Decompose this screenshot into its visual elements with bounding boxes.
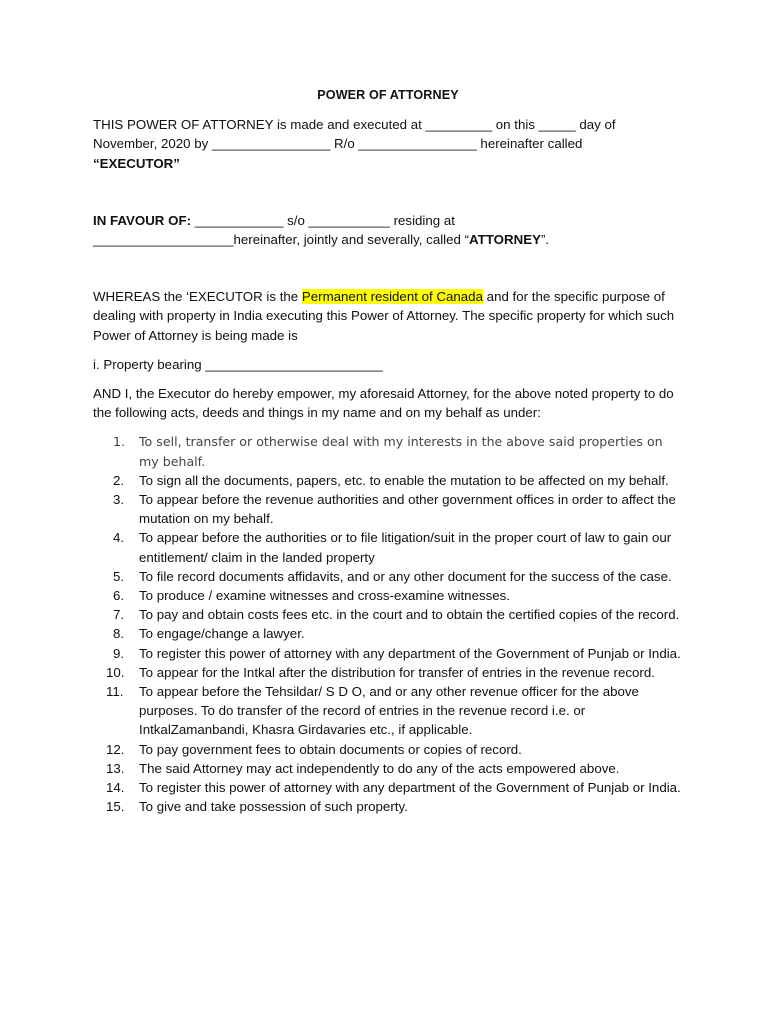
list-item-text: To appear before the authorities or to file litigation/suit in the proper court of law to gain our entitlement/ claim in the landed property bbox=[139, 530, 672, 565]
list-item-text: To pay government fees to obtain documents or copies of record. bbox=[139, 741, 522, 757]
list-item bbox=[93, 644, 683, 663]
list-item-text: To appear before the revenue authorities and other government offices in order to affect the mutation on my behalf. bbox=[139, 492, 676, 527]
property-line: i. Property bearing ________________________ bbox=[93, 356, 383, 372]
list-item bbox=[93, 663, 683, 682]
list-item bbox=[93, 624, 683, 643]
favour-line-1: ____________ s/o ___________ residing at bbox=[191, 212, 455, 228]
list-item-text: To pay and obtain costs fees etc. in the court and to obtain the certified copies of the record. bbox=[139, 607, 680, 623]
list-item-number: 2. bbox=[113, 472, 125, 488]
list-item-text: To sell, transfer or otherwise deal with my interests in the above said properties on my behalf. bbox=[139, 434, 663, 469]
list-item bbox=[93, 797, 683, 816]
favour-paragraph bbox=[93, 211, 683, 249]
whereas-text-start: WHEREAS the ‘EXECUTOR is the bbox=[93, 289, 302, 305]
intro-paragraph bbox=[93, 115, 683, 173]
empower-paragraph: AND I, the Executor do hereby empower, my aforesaid Attorney, for the above noted property to do the following acts, deeds and things in my name and on my behalf as under: bbox=[93, 386, 674, 421]
list-item bbox=[93, 605, 683, 624]
whereas-paragraph bbox=[93, 287, 683, 345]
list-item-number: 11. bbox=[106, 684, 124, 700]
list-item bbox=[93, 586, 683, 605]
list-item-text: To appear for the Intkal after the distribution for transfer of entries in the revenue record. bbox=[139, 664, 655, 680]
list-item bbox=[93, 759, 683, 778]
list-item-text: To sign all the documents, papers, etc. to enable the mutation to be affected on my behalf. bbox=[139, 472, 669, 488]
list-item-number: 7. bbox=[113, 607, 125, 623]
favour-label: IN FAVOUR OF: bbox=[93, 212, 191, 228]
executor-label: “EXECUTOR” bbox=[93, 155, 180, 171]
list-item-number: 8. bbox=[113, 626, 125, 642]
list-item bbox=[93, 432, 683, 470]
list-item-number: 4. bbox=[113, 530, 125, 546]
document-page bbox=[93, 86, 683, 817]
favour-line-2: ___________________hereinafter, jointly and severally, called “ bbox=[93, 232, 470, 248]
list-item-number: 15. bbox=[106, 799, 125, 815]
attorney-label: ATTORNEY bbox=[469, 232, 541, 248]
list-item bbox=[93, 682, 683, 740]
list-item-text: To register this power of attorney with any department of the Government of Punjab or India. bbox=[139, 780, 681, 796]
list-item-text: To file record documents affidavits, and or any other document for the success of the case. bbox=[139, 568, 672, 584]
list-item-number: 9. bbox=[113, 645, 125, 661]
document-title: POWER OF ATTORNEY bbox=[317, 88, 459, 102]
list-item-text: The said Attorney may act independently to do any of the acts empowered above. bbox=[139, 760, 620, 776]
intro-line-1: THIS POWER OF ATTORNEY is made and executed at _________ on this _____ day of bbox=[93, 117, 616, 133]
intro-line-2: November, 2020 by ________________ R/o ________________ hereinafter called bbox=[93, 136, 583, 152]
list-item-number: 14. bbox=[106, 780, 125, 796]
list-item-text: To appear before the Tehsildar/ S D O, and or any other revenue officer for the above purposes. To do transfer of the record of entries in the revenue record i.e. or IntkalZamanbandi, Khasra Girdavaries etc., if applicable. bbox=[139, 684, 639, 738]
list-item-number: 10. bbox=[106, 664, 125, 680]
list-item bbox=[93, 778, 683, 797]
list-item-number: 1. bbox=[113, 434, 126, 450]
acts-list bbox=[93, 432, 683, 816]
list-item bbox=[93, 471, 683, 490]
list-item-text: To produce / examine witnesses and cross-examine witnesses. bbox=[139, 588, 511, 604]
list-item bbox=[93, 528, 683, 566]
list-item bbox=[93, 490, 683, 528]
highlighted-text: Permanent resident of Canada bbox=[301, 289, 483, 305]
list-item-number: 3. bbox=[113, 492, 125, 508]
list-item-number: 6. bbox=[113, 588, 125, 604]
list-item-number: 12. bbox=[106, 741, 125, 757]
whereas-text-end: and for the specific purpose of dealing with property in India executing this Power of Attorney. The specific property for which such Power of Attorney is being made is bbox=[93, 289, 675, 343]
list-item-number: 13. bbox=[106, 760, 125, 776]
list-item-text: To give and take possession of such property. bbox=[139, 799, 408, 815]
list-item bbox=[93, 740, 683, 759]
list-item-number: 5. bbox=[113, 568, 125, 584]
list-item-text: To engage/change a lawyer. bbox=[139, 626, 305, 642]
list-item-text: To register this power of attorney with any department of the Government of Punjab or India. bbox=[139, 645, 681, 661]
list-item bbox=[93, 567, 683, 586]
favour-line-2-end: ”. bbox=[540, 232, 550, 248]
